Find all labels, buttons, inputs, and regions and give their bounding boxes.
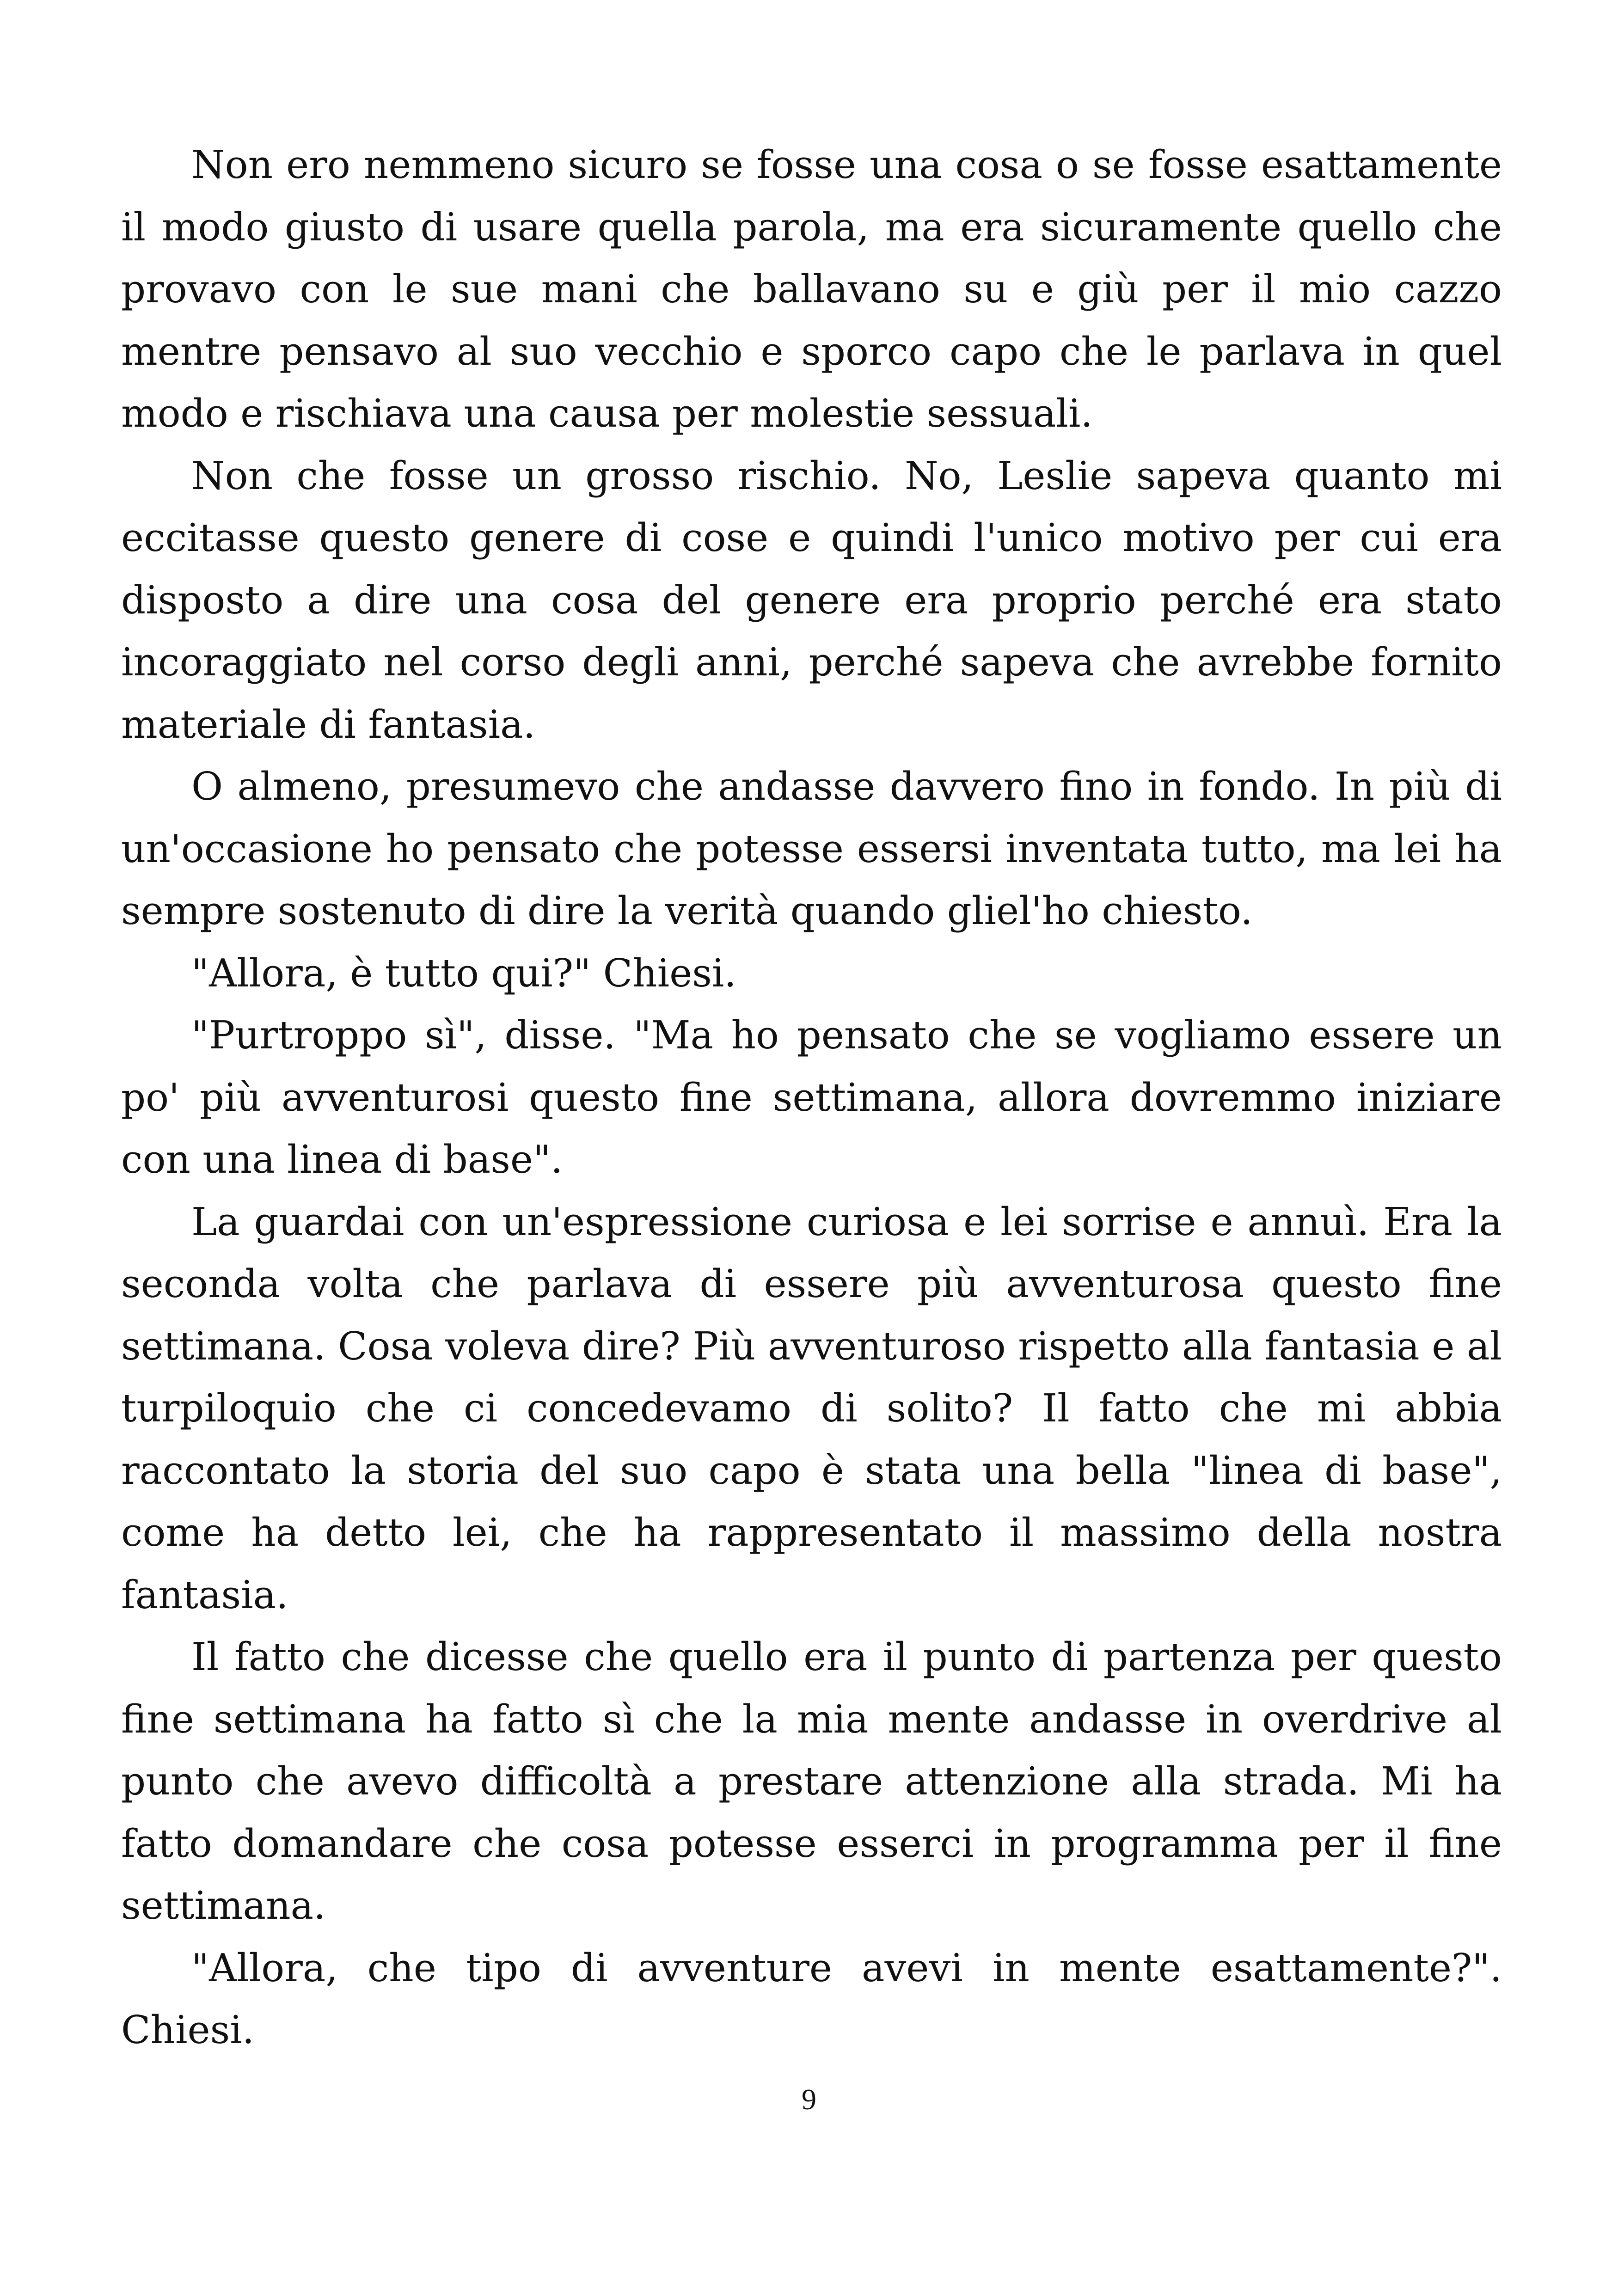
body-text [121,134,1502,2062]
page-number: 9 [802,2083,816,2116]
paragraph: "Purtroppo sì", disse. "Ma ho pensato che se vogliamo essere un po' più avventurosi questo fine settimana, allora dovremmo iniziare con una linea di base". [121,1013,1502,1182]
paragraph: La guardai con un'espressione curiosa e lei sorrise e annuì. Era la seconda volta che parlava di essere più avventurosa questo fine settimana. Cosa voleva dire? Più avventuroso rispetto alla fantasia e al turpiloquio che ci concedevamo di solito? Il fatto che mi abbia raccontato la storia del suo capo è stata una bella "linea di base", come ha detto lei, che ha rappresentato il massimo della nostra fantasia. [121,1199,1502,1617]
paragraph: Non che fosse un grosso rischio. No, Leslie sapeva quanto mi eccitasse questo genere di cose e quindi l'unico motivo per cui era disposto a dire una cosa del genere era proprio perché era stato incoraggiato nel corso degli anni, perché sapeva che avrebbe fornito materiale di fantasia. [121,453,1502,747]
paragraph: O almeno, presumevo che andasse davvero fino in fondo. In più di un'occasione ho pensato che potesse essersi inventata tutto, ma lei ha sempre sostenuto di dire la verità quando gliel'ho chiesto. [121,764,1502,933]
paragraph: Non ero nemmeno sicuro se fosse una cosa o se fosse esattamente il modo giusto di usare quella parola, ma era sicuramente quello che provavo con le sue mani che ballavano su e giù per il mio cazzo mentre pensavo al suo vecchio e sporco capo che le parlava in quel modo e rischiava una causa per molestie sessuali. [121,142,1502,436]
paragraph: "Allora, è tutto qui?" Chiesi. [191,950,736,996]
paragraph: "Allora, che tipo di avventure avevi in mente esattamente?". Chiesi. [121,1945,1502,2052]
paragraph: Il fatto che dicesse che quello era il punto di partenza per questo fine settimana ha fatto sì che la mia mente andasse in overdrive al punto che avevo difficoltà a prestare attenzione alla strada. Mi ha fatto domandare che cosa potesse esserci in programma per il fine settimana. [121,1635,1502,1928]
